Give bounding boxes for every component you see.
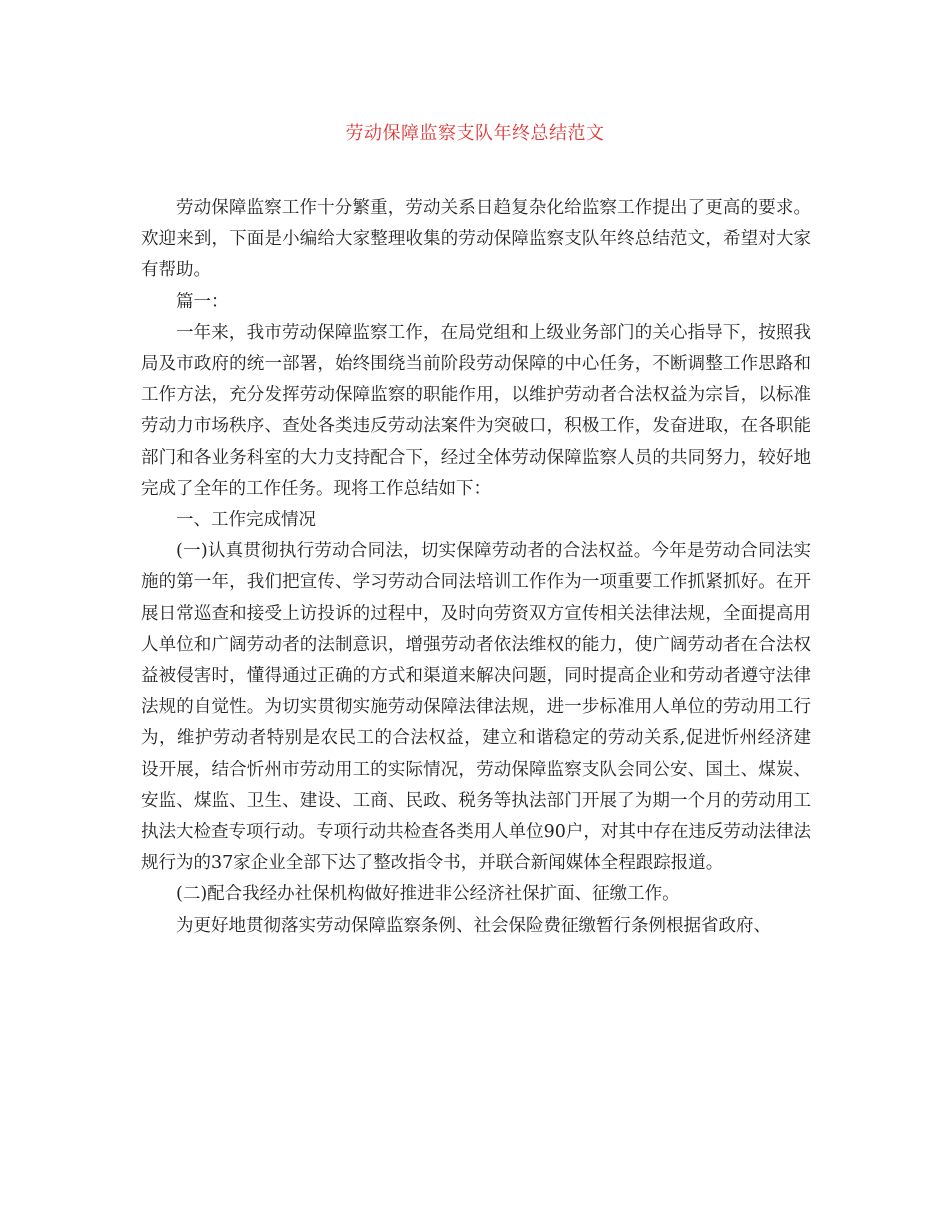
paragraph-part-one-heading: 篇一： [176, 291, 229, 312]
document-body [141, 193, 811, 942]
paragraph-summary: 一年来，我市劳动保障监察工作，在局党组和上级业务部门的关心指导下，按照我局及市政府的统一部署，始终围绕当前阶段劳动保障的中心任务，不断调整工作思路和工作方法，充分发挥劳动保障监察的职能作用，以维护劳动者合法权益为宗旨，以标准劳动力市场秩序、查处各类违反劳动法案件为突破口，积极工作，发奋进取，在各职能部门和各业务科室的大力支持配合下，经过全体劳动保障监察人员的共同努力，较好地完成了全年的工作任务。现将工作总结如下： [141, 322, 811, 499]
document-title: 劳动保障监察支队年终总结范文 [345, 123, 605, 144]
paragraph-intro: 劳动保障监察工作十分繁重，劳动关系日趋复杂化给监察工作提出了更高的要求。欢迎来到，下面是小编给大家整理收集的劳动保障监察支队年终总结范文，希望对大家有帮助。 [141, 198, 811, 281]
paragraph-labor-contract-law: (一)认真贯彻执行劳动合同法，切实保障劳动者的合法权益。今年是劳动合同法实施的第一年，我们把宣传、学习劳动合同法培训工作作为一项重要工作抓紧抓好。在开展日常巡查和接受上访投诉的过程中，及时向劳资双方宣传相关法律法规，全面提高用人单位和广阔劳动者的法制意识，增强劳动者依法维权的能力，使广阔劳动者在合法权益被侵害时，懂得通过正确的方式和渠道来解决问题，同时提高企业和劳动者遵守法律法规的自觉性。为切实贯彻实施劳动保障法律法规，进一步标准用人单位的劳动用工行为，维护劳动者特别是农民工的合法权益，建立和谐稳定的劳动关系,促进忻州经济建设开展，结合忻州市劳动用工的实际情况，劳动保障监察支队会同公安、国土、煤炭、安监、煤监、卫生、建设、工商、民政、税务等执法部门开展了为期一个月的劳动用工执法大检查专项行动。专项行动共检查各类用人单位90户，对其中存在违反劳动法律法规行为的37家企业全部下达了整改指令书，并联合新闻媒体全程跟踪报道。 [141, 541, 811, 874]
paragraph-implementation: 为更好地贯彻落实劳动保障监察条例、社会保险费征缴暂行条例根据省政府、 [176, 915, 771, 936]
paragraph-social-security-heading: (二)配合我经办社保机构做好推进非公经济社保扩面、征缴工作。 [176, 884, 680, 905]
section-heading-work-status: 一、工作完成情况 [176, 510, 316, 531]
